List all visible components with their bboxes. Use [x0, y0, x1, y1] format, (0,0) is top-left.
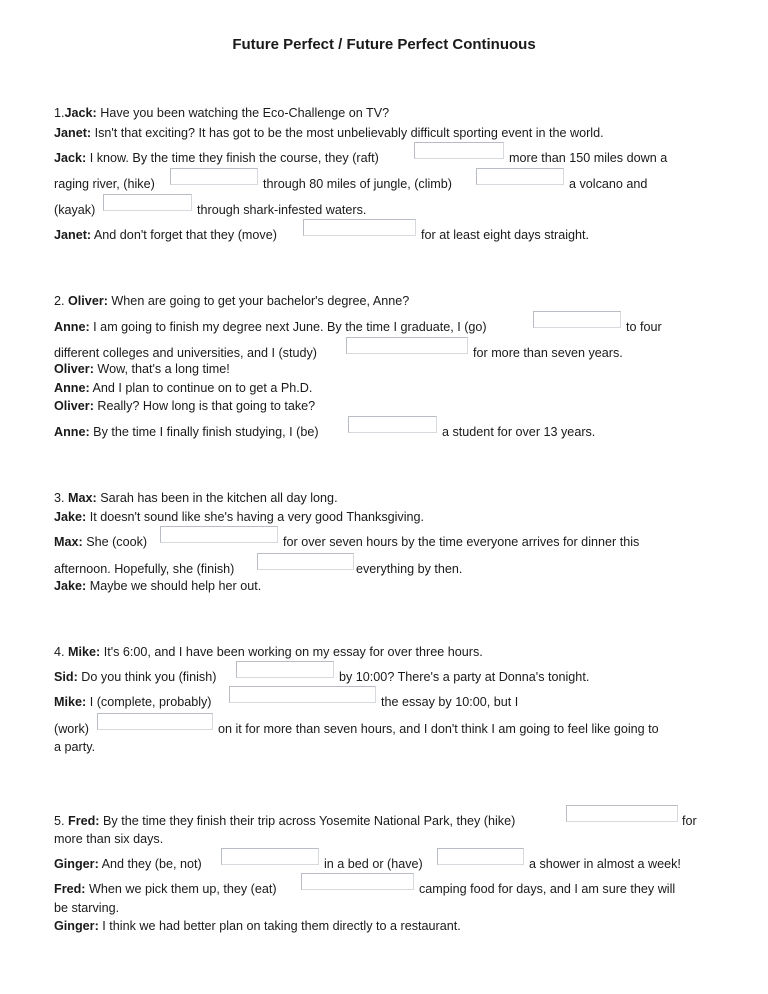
text-line: for more than seven years.: [473, 346, 623, 360]
text-line: Oliver: Wow, that's a long time!: [54, 362, 230, 376]
page-title: Future Perfect / Future Perfect Continuous: [232, 36, 536, 53]
text-line: Janet: Isn't that exciting? It has got to be the most unbelievably difficult sporting event in the world.: [54, 126, 604, 140]
text-line: everything by then.: [356, 562, 463, 576]
text-line: a shower in almost a week!: [529, 857, 681, 871]
text-line: be starving.: [54, 901, 120, 915]
text-line: Ginger: And they (be, not): [54, 857, 202, 871]
text-line: camping food for days, and I am sure they will: [419, 882, 676, 896]
answer-input[interactable]: [257, 553, 354, 570]
text-line: Mike: I (complete, probably): [54, 695, 212, 709]
text-line: different colleges and universities, and I (study): [54, 346, 317, 360]
text-line: Jake: Maybe we should help her out.: [54, 579, 262, 593]
answer-input[interactable]: [229, 686, 376, 703]
text-line: (kayak): [54, 203, 96, 217]
answer-input[interactable]: [346, 337, 468, 354]
text-line: Jack: I know. By the time they finish the course, they (raft): [54, 151, 379, 165]
answer-input[interactable]: [414, 142, 504, 159]
text-line: 4. Mike: It's 6:00, and I have been working on my essay for over three hours.: [54, 645, 483, 659]
text-line: Anne: I am going to finish my degree next June. By the time I graduate, I (go): [54, 320, 487, 334]
text-line: more than 150 miles down a: [509, 151, 668, 165]
text-line: for at least eight days straight.: [421, 228, 590, 242]
answer-input[interactable]: [103, 194, 192, 211]
text-line: Janet: And don't forget that they (move): [54, 228, 277, 242]
text-line: Jake: It doesn't sound like she's having a very good Thanksgiving.: [54, 510, 425, 524]
text-line: a student for over 13 years.: [442, 425, 596, 439]
answer-input[interactable]: [303, 219, 416, 236]
text-line: by 10:00? There's a party at Donna's tonight.: [339, 670, 590, 684]
text-line: 1.Jack: Have you been watching the Eco-Challenge on TV?: [54, 106, 390, 120]
text-line: through shark-infested waters.: [197, 203, 367, 217]
text-line: the essay by 10:00, but I: [381, 695, 519, 709]
text-line: Anne: By the time I finally finish studying, I (be): [54, 425, 319, 439]
text-line: a volcano and: [569, 177, 648, 191]
answer-input[interactable]: [533, 311, 621, 328]
text-line: Max: She (cook): [54, 535, 148, 549]
text-line: in a bed or (have): [324, 857, 423, 871]
text-line: 2. Oliver: When are going to get your bachelor's degree, Anne?: [54, 294, 410, 308]
text-line: raging river, (hike): [54, 177, 155, 191]
text-line: through 80 miles of jungle, (climb): [263, 177, 452, 191]
text-line: for: [682, 814, 697, 828]
text-line: 3. Max: Sarah has been in the kitchen all day long.: [54, 491, 338, 505]
answer-input[interactable]: [566, 805, 678, 822]
text-line: a party.: [54, 740, 96, 754]
text-line: Fred: When we pick them up, they (eat): [54, 882, 277, 896]
answer-input[interactable]: [476, 168, 564, 185]
answer-input[interactable]: [236, 661, 334, 678]
answer-input[interactable]: [221, 848, 319, 865]
answer-input[interactable]: [170, 168, 258, 185]
text-line: Anne: And I plan to continue on to get a Ph.D.: [54, 381, 313, 395]
answer-input[interactable]: [348, 416, 437, 433]
text-line: 5. Fred: By the time they finish their trip across Yosemite National Park, they (hike): [54, 814, 516, 828]
text-line: Oliver: Really? How long is that going to take?: [54, 399, 316, 413]
answer-input[interactable]: [97, 713, 213, 730]
text-line: to four: [626, 320, 662, 334]
text-line: afternoon. Hopefully, she (finish): [54, 562, 235, 576]
answer-input[interactable]: [160, 526, 278, 543]
text-line: for over seven hours by the time everyone arrives for dinner this: [283, 535, 640, 549]
text-line: Ginger: I think we had better plan on taking them directly to a restaurant.: [54, 919, 461, 933]
answer-input[interactable]: [301, 873, 414, 890]
answer-input[interactable]: [437, 848, 524, 865]
text-line: (work): [54, 722, 89, 736]
text-line: Sid: Do you think you (finish): [54, 670, 217, 684]
text-line: on it for more than seven hours, and I don't think I am going to feel like going to: [218, 722, 659, 736]
text-line: more than six days.: [54, 832, 164, 846]
